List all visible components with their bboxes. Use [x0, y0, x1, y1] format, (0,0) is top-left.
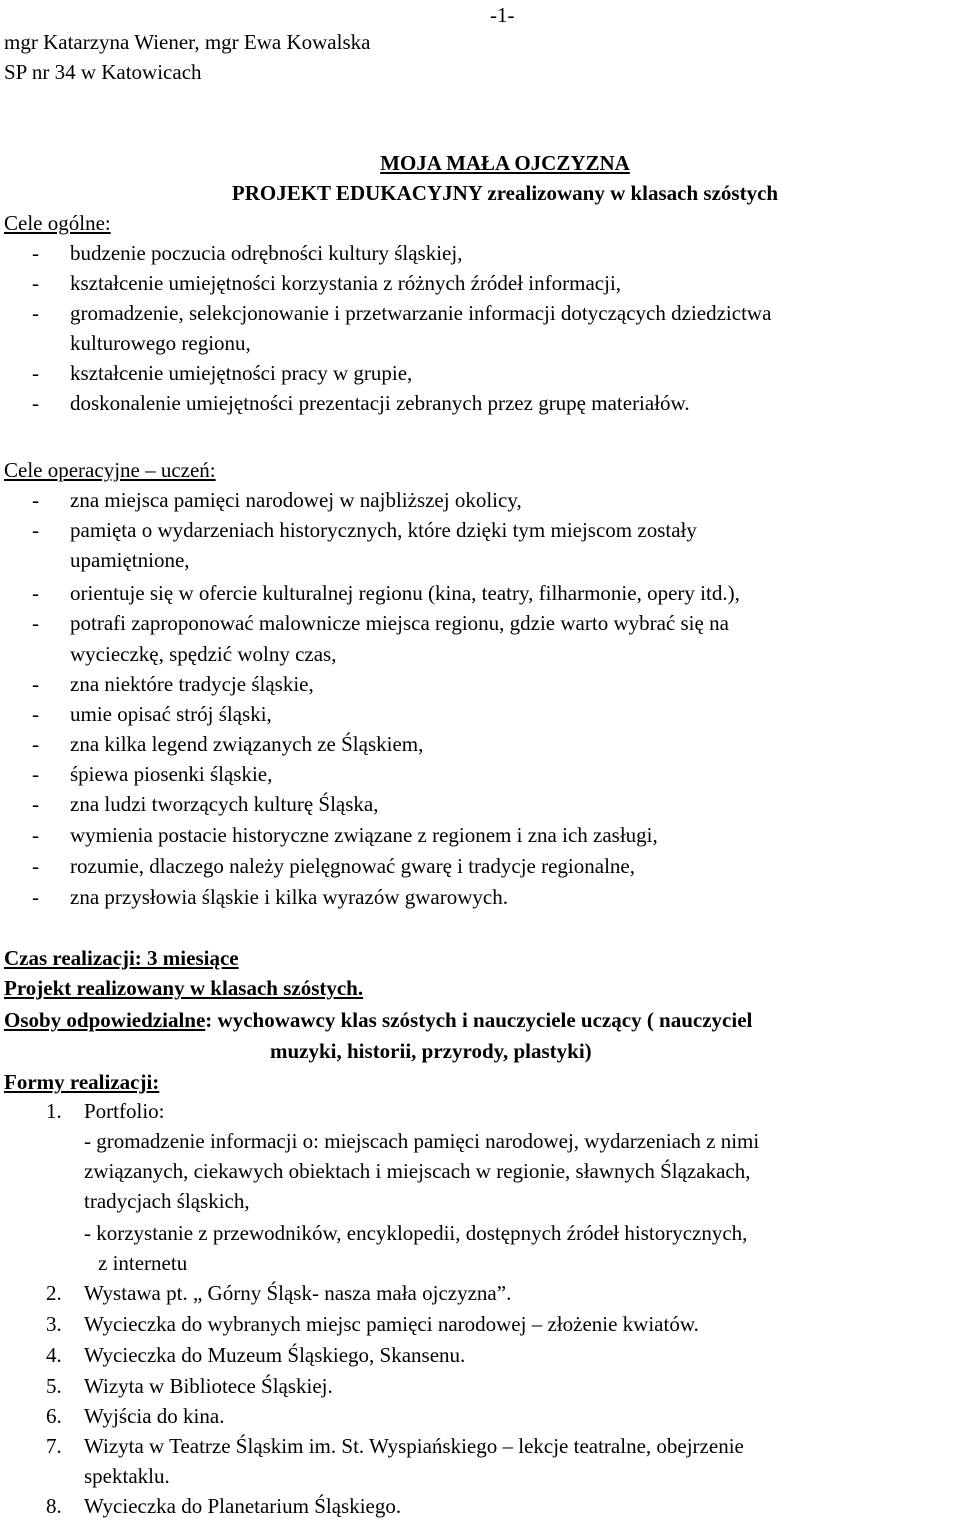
- list-item: Wizyta w Bibliotece Śląskiej.: [84, 1374, 333, 1398]
- portfolio-line: tradycjach śląskich,: [84, 1189, 250, 1213]
- formy-realizacji-heading: Formy realizacji:: [4, 1070, 160, 1094]
- school: SP nr 34 w Katowicach: [4, 60, 202, 84]
- list-item: Wycieczka do Planetarium Śląskiego.: [84, 1494, 402, 1518]
- list-item-continuation: wycieczkę, spędzić wolny czas,: [70, 642, 337, 666]
- document-page: -1- mgr Katarzyna Wiener, mgr Ewa Kowalska SP nr 34 w Katowicach MOJA MAŁA OJCZYZNA PROJEKT EDUKACYJNY zrealizowany w klasach szóstych Cele ogólne: - budzenie poczucia odrębności kultury śląskiej, - kształcenie umiejętności korzystania z różnych źródeł informacji, - gromadzenie, selekcjonowanie i przetwarzanie informacji dotyczących dziedzictwa kulturowego regionu, - kształcenie umiejętności pracy w grupie, - doskonalenie umiejętności prezentacji zebranych przez grupę materiałów. Cele operacyjne – uczeń: - zna miejsca pamięci narodowej w najbliższej okolicy, - pamięta o wydarzeniach historycznych, które dzięki tym miejscom zostały upamiętnione, - orientuje się w ofercie kulturalnej regionu (kina, teatry, filharmonie, opery itd.), - potrafi zaproponować malownicze miejsca regionu, gdzie warto wybrać się na wycieczkę, spędzić wolny czas, - zna niektóre tradycje śląskie, - umie opisać strój śląski, - zna kilka legend związanych ze Śląskiem, - śpiewa piosenki śląskie, - zna ludzi tworzących kulturę Śląska, - wymienia postacie historyczne związane z regionem i zna ich zasługi, - rozumie, dlaczego należy pielęgnować gwarę i tradycje regionalne, - zna przysłowia śląskie i kilka wyrazów gwarowych. Czas realizacji: 3 miesiące Projekt realizowany w klasach szóstych. Osoby odpowiedzialne: wychowawcy klas szóstych i nauczyciele uczący ( nauczyciel muzyki, historii, przyrody, plastyki) Formy realizacji: 1. Portfolio: - gromadzenie informacji o: miejscach pamięci narodowej, wydarzeniach z nimi związanych, ciekawych obiektach i miejscach w regionie, sławnych Ślązakach, tradycjach śląskich, - korzystanie z przewodników, encyklopedii, dostępnych źródeł historycznych, z internetu 2. Wystawa pt. „ Górny Śląsk- nasza mała ojczyzna”. 3. Wycieczka do wybranych miejsc pamięci narodowej – złożenie kwiatów. 4. Wycieczka do Muzeum Śląskiego, Skansenu. 5. Wizyta w Bibliotece Śląskiej. 6. Wyjścia do kina. 7. Wizyta w Teatrze Śląskim im. St. Wyspiańskiego – lekcje teatralne, obejrzenie spektaklu. 8. Wycieczka do Planetarium Śląskiego.: [0, 0, 960, 1521]
- authors: mgr Katarzyna Wiener, mgr Ewa Kowalska: [4, 30, 371, 54]
- list-item: Wystawa pt. „ Górny Śląsk- nasza mała ojczyzna”.: [84, 1281, 512, 1305]
- projekt-realizowany: Projekt realizowany w klasach szóstych.: [4, 976, 364, 1000]
- list-item: Wycieczka do wybranych miejsc pamięci narodowej – złożenie kwiatów.: [84, 1312, 699, 1336]
- list-number: 1.: [46, 1099, 62, 1123]
- list-item-continuation: upamiętnione,: [70, 548, 190, 572]
- list-number: 8.: [46, 1494, 62, 1518]
- list-item: Portfolio:: [84, 1099, 165, 1123]
- czas-realizacji: Czas realizacji: 3 miesiące: [4, 946, 239, 970]
- list-number: 6.: [46, 1404, 62, 1428]
- osoby-odpowiedzialne: Osoby odpowiedzialne: wychowawcy klas szóstych i nauczyciele uczący ( nauczyciel: [4, 1008, 753, 1032]
- list-item: Wyjścia do kina.: [84, 1404, 225, 1428]
- page-number: -1-: [490, 3, 515, 27]
- osoby-odpowiedzialne-continuation: muzyki, historii, przyrody, plastyki): [270, 1039, 592, 1063]
- cele-operacyjne-heading: Cele operacyjne – uczeń:: [4, 458, 216, 482]
- portfolio-line: - gromadzenie informacji o: miejscach pamięci narodowej, wydarzeniach z nimi: [84, 1129, 760, 1153]
- list-number: 7.: [46, 1434, 62, 1458]
- list-item: Wycieczka do Muzeum Śląskiego, Skansenu.: [84, 1343, 466, 1367]
- portfolio-line: związanych, ciekawych obiektach i miejscach w regionie, sławnych Ślązakach,: [84, 1159, 751, 1183]
- list-number: 3.: [46, 1312, 62, 1336]
- list-number: 5.: [46, 1374, 62, 1398]
- portfolio-line: z internetu: [98, 1251, 188, 1275]
- list-item: Wizyta w Teatrze Śląskim im. St. Wyspiańskiego – lekcje teatralne, obejrzenie: [84, 1434, 744, 1458]
- cele-ogolne-heading: Cele ogólne:: [4, 211, 111, 235]
- list-number: 2.: [46, 1281, 62, 1305]
- list-item-continuation: spektaklu.: [84, 1464, 170, 1488]
- portfolio-line: - korzystanie z przewodników, encyklopedii, dostępnych źródeł historycznych,: [84, 1221, 748, 1245]
- list-item-continuation: kulturowego regionu,: [70, 331, 251, 355]
- document-subtitle: PROJEKT EDUKACYJNY zrealizowany w klasach szóstych: [231, 181, 779, 205]
- list-number: 4.: [46, 1343, 62, 1367]
- document-title: MOJA MAŁA OJCZYZNA: [380, 151, 630, 175]
